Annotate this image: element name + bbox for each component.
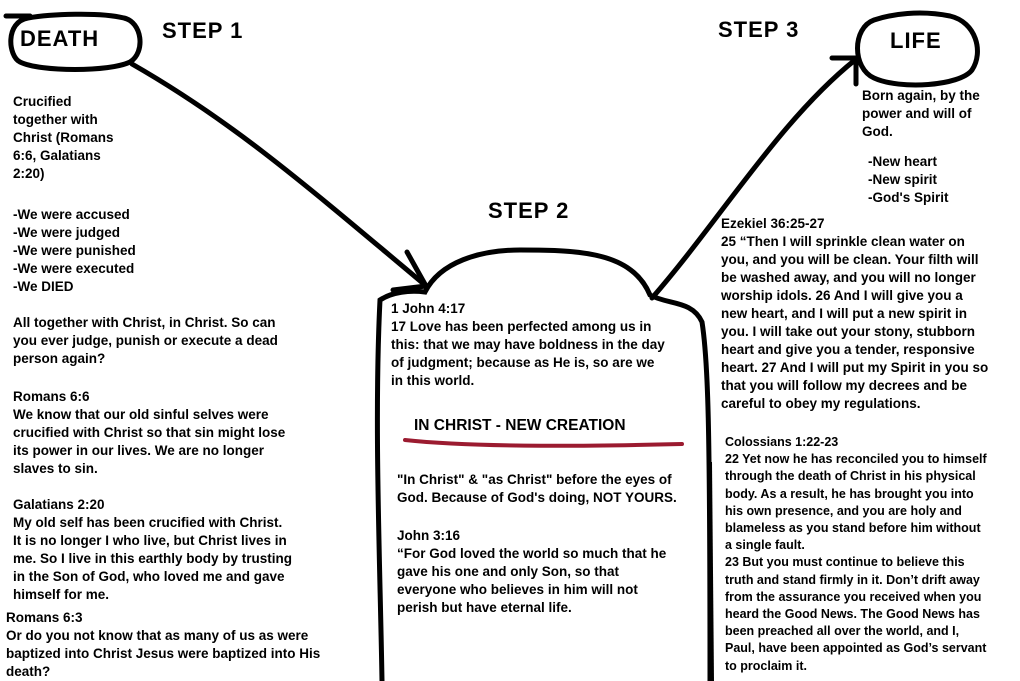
text-line: through the death of Christ in his physical <box>725 469 976 484</box>
text-line: 22 Yet now he has reconciled you to himself <box>725 452 987 467</box>
list-item: -We DIED <box>13 279 74 294</box>
verse-reference: Romans 6:6 <box>13 389 90 404</box>
text-line: new heart, and I will put a new spirit in <box>721 306 968 321</box>
text-line: perish but have eternal life. <box>397 600 572 615</box>
text-line: a single fault. <box>725 538 805 553</box>
text-line: God. <box>862 124 893 139</box>
verse-reference: John 3:16 <box>397 528 461 543</box>
text-line: heard the Good News. The Good News has <box>725 607 980 622</box>
heading-underline <box>405 440 682 446</box>
list-item: -We were executed <box>13 261 135 276</box>
text-line: 17 Love has been perfected among us in <box>391 319 652 334</box>
verse-reference: Galatians 2:20 <box>13 497 105 512</box>
life-label: LIFE <box>890 28 942 53</box>
ezekiel-block <box>721 215 988 413</box>
text-line: death? <box>6 664 51 679</box>
text-line: worship idols. 26 And I will give you a <box>721 288 963 303</box>
life-list <box>868 153 948 207</box>
text-line: Born again, by the <box>862 88 980 103</box>
text-line: blameless as you stand before him without <box>725 521 981 536</box>
text-line: 6:6, Galatians <box>13 148 101 163</box>
text-line: be washed away, and you will no longer <box>721 270 976 285</box>
list-item: -God's Spirit <box>868 190 949 205</box>
text-line: All together with Christ, in Christ. So can <box>13 315 276 330</box>
text-line: 2:20) <box>13 166 45 181</box>
text-line: Paul, have been appointed as God’s servant <box>725 641 987 656</box>
romans63-block <box>6 609 320 681</box>
list-item: -We were judged <box>13 225 121 240</box>
text-line: of judgment; because as He is, so are we <box>391 355 655 370</box>
text-line: Crucified <box>13 94 72 109</box>
right-divider-tick <box>710 462 712 681</box>
text-line: My old self has been crucified with Christ. <box>13 515 283 530</box>
together-block <box>13 314 278 368</box>
text-line: this: that we may have boldness in the day <box>391 337 665 352</box>
text-line: to proclaim it. <box>725 658 807 673</box>
text-line: you. I will take out your stony, stubborn <box>721 324 976 339</box>
text-line: in the Son of God, who loved me and gave <box>13 569 285 584</box>
text-line: "In Christ" & "as Christ" before the eyes of <box>397 472 672 487</box>
text-line: from the assurance you received when you <box>725 589 982 604</box>
list-item: -We were punished <box>13 243 136 258</box>
text-line: God. Because of God's doing, NOT YOURS. <box>397 490 677 505</box>
text-line: 25 “Then I will sprinkle clean water on <box>721 234 965 249</box>
text-line: truth and stand firmly in it. Don’t drift away <box>725 572 980 587</box>
text-line: slaves to sin. <box>13 461 98 476</box>
crucified-block <box>13 93 114 183</box>
john316-block <box>397 527 666 617</box>
new-creation-heading: IN CHRIST - NEW CREATION <box>414 417 626 434</box>
text-line: body. As a result, he has brought you into <box>725 486 974 501</box>
text-line: together with <box>13 112 98 127</box>
verse-reference: Ezekiel 36:25-27 <box>721 216 825 231</box>
text-line: you, and you will be clean. Your filth will <box>721 252 979 267</box>
step2-label: STEP 2 <box>488 198 570 223</box>
text-line: Christ (Romans <box>13 130 114 145</box>
text-line: his own presence, and you are holy and <box>725 503 962 518</box>
text-line: careful to obey my regulations. <box>721 396 921 411</box>
romans66-block <box>13 388 285 478</box>
verse-reference: Colossians 1:22-23 <box>725 435 839 449</box>
born-again-block <box>862 87 980 141</box>
text-line: “For God loved the world so much that he <box>397 546 667 561</box>
step1-label: STEP 1 <box>162 18 244 43</box>
text-line: power and will of <box>862 106 972 121</box>
text-line: in this world. <box>391 373 475 388</box>
text-line: everyone who believes in him will not <box>397 582 638 597</box>
text-line: gave his one and only Son, so that <box>397 564 620 579</box>
text-line: baptized into Christ Jesus were baptized into His <box>6 646 321 661</box>
text-line: person again? <box>13 351 106 366</box>
step3-label: STEP 3 <box>718 17 800 42</box>
text-line: heart. 27 And I will put my Spirit in you so <box>721 360 989 375</box>
colossians-block <box>725 434 987 675</box>
text-line: 23 But you must continue to believe this <box>725 555 965 570</box>
in-christ-block <box>397 471 677 507</box>
text-line: Or do you not know that as many of us as were <box>6 628 309 643</box>
text-line: We know that our old sinful selves were <box>13 407 269 422</box>
text-line: heart and give you a tender, responsive <box>721 342 975 357</box>
text-line: me. So I live in this earthly body by trusting <box>13 551 293 566</box>
text-line: that you will follow my decrees and be <box>721 378 968 393</box>
text-line: crucified with Christ so that sin might lose <box>13 425 286 440</box>
death-label: DEATH <box>20 26 100 51</box>
text-line: It is no longer I who live, but Christ lives in <box>13 533 287 548</box>
list-item: -New heart <box>868 154 938 169</box>
arrow-death-to-step2 <box>132 64 425 285</box>
verse-reference: 1 John 4:17 <box>391 301 466 316</box>
death-list <box>13 206 136 296</box>
text-line: been preached all over the world, and I, <box>725 624 960 639</box>
list-item: -New spirit <box>868 172 938 187</box>
text-line: himself for me. <box>13 587 110 602</box>
text-line: its power in our lives. We are no longer <box>13 443 265 458</box>
text-line: you ever judge, punish or execute a dead <box>13 333 278 348</box>
galatians220-block <box>13 496 292 604</box>
john417-block <box>391 300 665 390</box>
list-item: -We were accused <box>13 207 130 222</box>
verse-reference: Romans 6:3 <box>6 610 83 625</box>
